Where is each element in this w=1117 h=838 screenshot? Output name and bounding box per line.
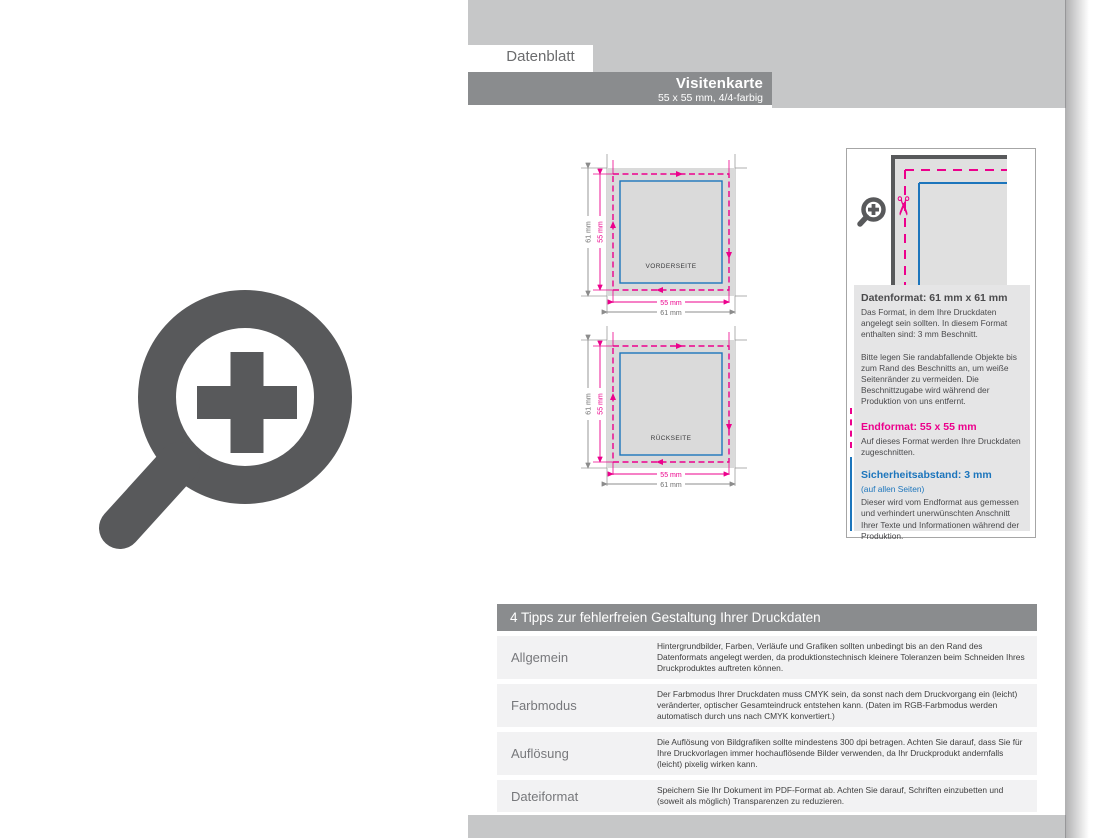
tip-label-dateiformat: Dateiformat [511,788,579,804]
table-row [497,684,1037,727]
table-row [497,732,1037,775]
product-title-bar [468,72,772,105]
datenblatt-tab-label: Datenblatt [506,48,575,65]
front-dim-55-left: 55 mm [597,221,605,243]
header-band-top [468,0,1066,45]
tip-text-farbmodus: Der Farbmodus Ihrer Druckdaten muss CMYK sein, da sonst nach dem Druckvorgang ein (leicht) veränderter, optischer Gesamteindruck entstehen kann. (Daten im RGB-Farbmodus werden automatisch durch uns nach CMYK konvertiert.) [657,689,1018,721]
tip-label-aufloesung: Auflösung [511,746,569,761]
sicherheitsabstand-title: Sicherheitsabstand: 3 mm [861,469,992,482]
front-dim-55-bottom: 55 mm [660,300,682,307]
zoom-in-icon[interactable] [95,280,365,560]
product-title: Visitenkarte [675,75,763,92]
tip-text-allgemein: Hintergrundbilder, Farben, Verläufe und Grafiken sollten unbedingt bis an den Rand des Datenformats angelegt werden, da produktionstechnisch kleinere Toleranzen beim Schneiden Ihres Druckproduktes auftreten können. [657,641,1025,673]
front-card-diagram [577,152,752,324]
product-subtitle: 55 x 55 mm, 4/4-farbig [657,92,763,104]
front-dim-61-left: 61 mm [585,221,593,243]
back-card-diagram [577,324,752,496]
datenblatt-tab [488,45,593,69]
endformat-indicator-line [850,408,852,448]
back-dim-55-bottom: 55 mm [660,472,682,479]
front-card-label: VORDERSEITE [645,263,697,270]
sicherheitsabstand-body: Dieser wird vom Endformat aus gemessen und verhindert unerwünschten Anschnitt Ihrer Texte und Informationen während der Produktion. [861,497,1020,541]
beschnitt-body: Bitte legen Sie randabfallende Objekte bis zum Rand des Beschnitts an, um weiße Seitenränder zu vermeiden. Die Beschnittzugabe wird während der Produktion von uns entfernt. [861,351,1017,407]
safety-indicator-line [850,457,852,531]
zoom-in-icon [860,200,884,225]
format-info-box [846,148,1036,541]
tips-section [497,604,1037,812]
endformat-title: Endformat: 55 x 55 mm [861,420,977,433]
page-edge-shadow [1065,0,1089,838]
front-dim-61-bottom: 61 mm [660,310,682,317]
datenformat-title: Datenformat: 61 mm x 61 mm [861,292,1008,304]
tip-label-farbmodus: Farbmodus [511,698,577,713]
header-band-mid [593,45,1066,72]
table-row [497,636,1037,679]
back-card-label: RÜCKSEITE [650,435,692,442]
datenformat-body: Das Format, in dem Ihre Druckdaten angelegt sein sollten. In diesem Format enthalten sind: 3 mm Beschnitt. [861,307,1008,340]
tip-text-aufloesung: Die Auflösung von Bildgrafiken sollte mindestens 300 dpi betragen. Achten Sie darauf, dass Sie für Ihre Druckvorlagen immer hochauflösende Bilder verwenden, da Ihr Druckprodukt andernfalls (leicht) pixelig wirken kann. [657,737,1023,769]
footer-band [468,815,1066,838]
table-row [497,780,1037,812]
tip-label-allgemein: Allgemein [511,650,569,665]
sicherheitsabstand-subtitle: (auf allen Seiten) [861,484,925,495]
back-dim-61-bottom: 61 mm [660,482,682,489]
endformat-body: Auf dieses Format werden Ihre Druckdaten zugeschnitten. [861,435,1021,457]
back-dim-61-left: 61 mm [585,393,593,415]
scissors-icon: ✂ [887,195,918,217]
tip-text-dateiformat: Speichern Sie Ihr Dokument im PDF-Format ab. Achten Sie darauf, Schriften einzubetten und (soweit als möglich) Transparenzen zu reduzieren. [657,785,1004,806]
back-dim-55-left: 55 mm [597,393,605,415]
tips-header: 4 Tipps zur fehlerfreien Gestaltung Ihrer Druckdaten [497,604,1037,631]
format-info-text [854,285,1030,541]
header-band-right [772,72,1066,108]
corner-detail-diagram [847,149,1035,285]
